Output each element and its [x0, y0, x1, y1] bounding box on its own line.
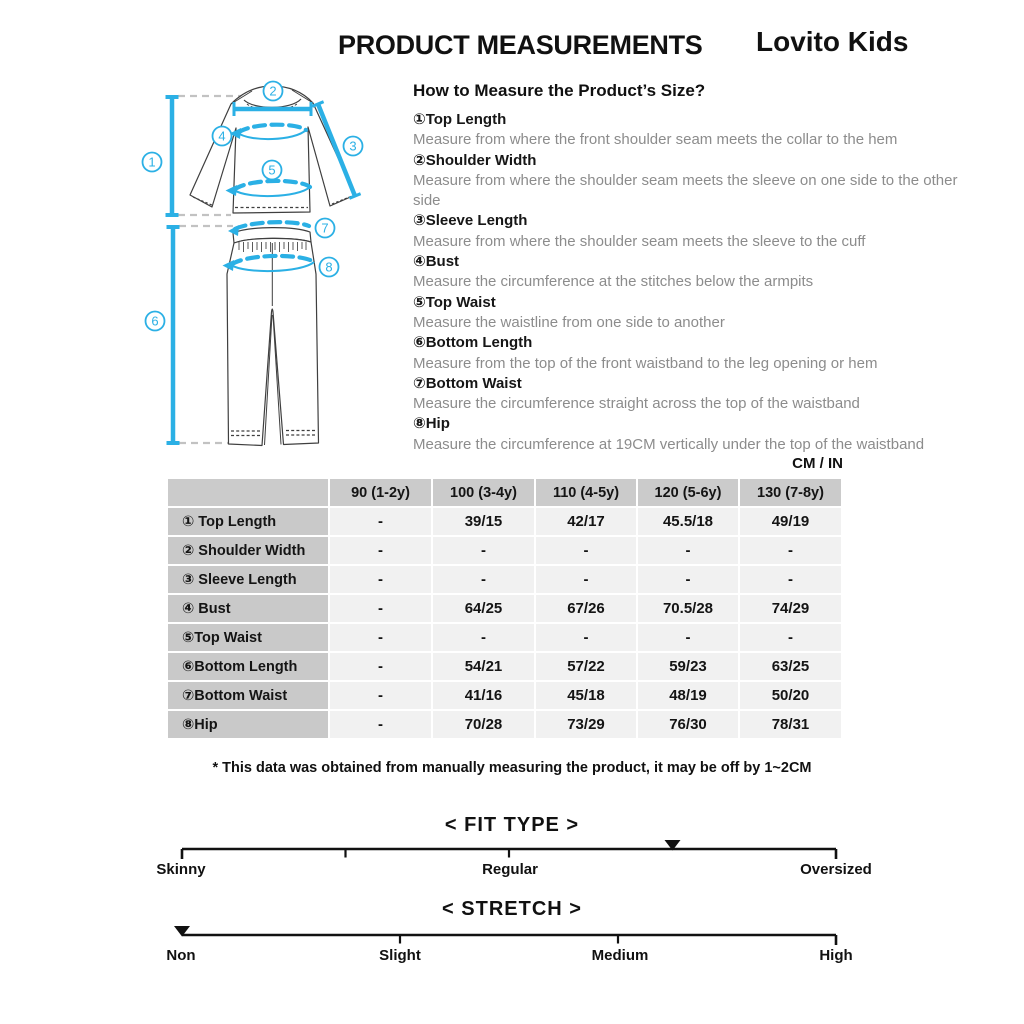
instruction-label: ⑧Hip	[413, 415, 450, 433]
marker-7: 7	[321, 220, 329, 236]
marker-6: 6	[151, 313, 159, 329]
size-row-label: ② Shoulder Width	[168, 537, 328, 564]
instructions-heading: How to Measure the Product’s Size?	[413, 81, 706, 100]
size-value-cell: 45/18	[536, 682, 636, 709]
brand-logo: Lovito Kids	[756, 26, 909, 57]
instruction-label: ⑤Top Waist	[413, 293, 496, 311]
size-value-cell: -	[740, 624, 841, 651]
page-title: PRODUCT MEASUREMENTS	[338, 30, 703, 60]
size-value-cell: 76/30	[638, 711, 738, 738]
size-value-cell: 59/23	[638, 653, 738, 680]
size-value-cell: -	[330, 682, 431, 709]
instruction-desc: Measure the circumference at 19CM vertically under the top of the waistband	[413, 435, 925, 453]
size-table-corner-cell	[168, 479, 328, 506]
fit-type-labels	[0, 861, 1024, 881]
instruction-label: ③Sleeve Length	[413, 212, 528, 230]
instruction-label: ④Bust	[413, 253, 460, 271]
instruction-desc: Measure from where the shoulder seam meets the sleeve on one side to the other side	[413, 171, 958, 210]
size-row-label: ③ Sleeve Length	[168, 566, 328, 593]
size-value-cell: 49/19	[740, 508, 841, 535]
instruction-label: ②Shoulder Width	[413, 151, 537, 169]
size-value-cell: -	[536, 537, 636, 564]
scale-label: Medium	[591, 947, 649, 964]
size-table-head	[168, 479, 841, 506]
size-value-cell: 42/17	[536, 508, 636, 535]
size-table-body	[168, 508, 841, 738]
size-value-cell: 70.5/28	[638, 595, 738, 622]
scale-label: Non	[166, 947, 196, 964]
size-column-header: 100 (3-4y)	[433, 479, 534, 506]
size-value-cell: -	[433, 624, 534, 651]
instruction-label: ①Top Length	[413, 111, 507, 128]
garment-measurement-diagram	[130, 75, 410, 465]
size-value-cell: 74/29	[740, 595, 841, 622]
size-value-cell: -	[330, 566, 431, 593]
size-column-header: 120 (5-6y)	[638, 479, 738, 506]
size-table-row	[168, 682, 841, 709]
marker-5: 5	[268, 162, 276, 178]
measurement-disclaimer: * This data was obtained from manually measuring the product, it may be off by 1~2CM	[212, 760, 812, 776]
size-value-cell: -	[740, 537, 841, 564]
size-value-cell: -	[638, 566, 738, 593]
size-column-header: 110 (4-5y)	[536, 479, 636, 506]
size-value-cell: 39/15	[433, 508, 534, 535]
size-table-row	[168, 653, 841, 680]
scale-label: High	[819, 947, 853, 964]
size-column-header: 90 (1-2y)	[330, 479, 431, 506]
instruction-desc: Measure from the top of the front waistband to the leg opening or hem	[413, 354, 878, 372]
stretch-heading: < STRETCH >	[442, 898, 582, 920]
size-value-cell: -	[638, 624, 738, 651]
stretch-labels	[0, 947, 1024, 967]
size-table-row	[168, 711, 841, 738]
size-value-cell: 73/29	[536, 711, 636, 738]
marker-3: 3	[349, 138, 357, 154]
instruction-label: ⑦Bottom Waist	[413, 374, 522, 392]
instruction-desc: Measure the circumference at the stitches below the armpits	[413, 273, 814, 291]
size-value-cell: 64/25	[433, 595, 534, 622]
size-value-cell: -	[433, 537, 534, 564]
size-row-label: ⑤Top Waist	[168, 624, 328, 651]
instruction-desc: Measure the circumference straight across the top of the waistband	[413, 395, 860, 413]
size-value-cell: 50/20	[740, 682, 841, 709]
size-row-label: ① Top Length	[168, 508, 328, 535]
size-row-label: ⑥Bottom Length	[168, 653, 328, 680]
scale-label: Regular	[482, 861, 538, 878]
size-table-row	[168, 595, 841, 622]
size-table-row	[168, 624, 841, 651]
scale-label: Skinny	[156, 861, 206, 878]
scale-label: Oversized	[800, 861, 872, 878]
measure-instructions	[413, 81, 973, 455]
size-value-cell: 70/28	[433, 711, 534, 738]
size-value-cell: 78/31	[740, 711, 841, 738]
size-table-row	[168, 508, 841, 535]
instruction-desc: Measure the waistline from one side to another	[413, 313, 725, 331]
size-value-cell: -	[536, 566, 636, 593]
size-value-cell: -	[330, 595, 431, 622]
size-value-cell: 63/25	[740, 653, 841, 680]
size-value-cell: -	[740, 566, 841, 593]
size-value-cell: 48/19	[638, 682, 738, 709]
marker-1: 1	[148, 154, 156, 170]
size-column-header: 130 (7-8y)	[740, 479, 841, 506]
unit-label: CM / IN	[792, 455, 843, 472]
size-value-cell: -	[330, 508, 431, 535]
instruction-desc: Measure from where the front shoulder seam meets the collar to the hem	[413, 131, 898, 149]
size-value-cell: 45.5/18	[638, 508, 738, 535]
size-value-cell: -	[330, 624, 431, 651]
size-value-cell: 67/26	[536, 595, 636, 622]
size-row-label: ④ Bust	[168, 595, 328, 622]
size-table	[166, 477, 843, 740]
size-value-cell: -	[330, 653, 431, 680]
size-value-cell: -	[330, 711, 431, 738]
marker-4: 4	[218, 128, 226, 144]
size-value-cell: -	[330, 537, 431, 564]
marker-2: 2	[269, 83, 277, 99]
scale-label: Slight	[379, 947, 421, 964]
size-value-cell: 54/21	[433, 653, 534, 680]
instruction-list	[413, 110, 973, 455]
instruction-desc: Measure from where the shoulder seam meets the sleeve to the cuff	[413, 232, 866, 250]
size-value-cell: -	[638, 537, 738, 564]
size-value-cell: 57/22	[536, 653, 636, 680]
size-table-row	[168, 566, 841, 593]
fit-type-heading: < FIT TYPE >	[444, 814, 580, 836]
size-row-label: ⑧Hip	[168, 711, 328, 738]
size-value-cell: 41/16	[433, 682, 534, 709]
size-value-cell: -	[433, 566, 534, 593]
size-table-row	[168, 537, 841, 564]
instruction-label: ⑥Bottom Length	[413, 334, 533, 352]
size-row-label: ⑦Bottom Waist	[168, 682, 328, 709]
marker-8: 8	[325, 259, 333, 275]
size-value-cell: -	[536, 624, 636, 651]
top-garment-sketch	[190, 83, 355, 213]
